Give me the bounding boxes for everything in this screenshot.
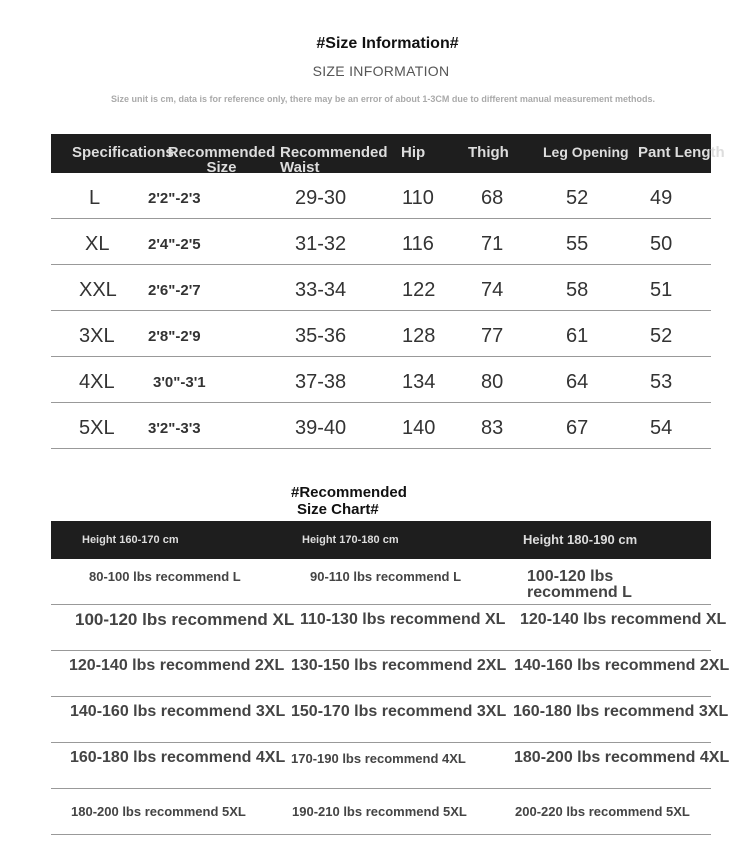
cell-pant-length: 54 <box>650 417 673 439</box>
measurement-note: Size unit is cm, data is for reference only, there may be an error of about 1-3CM due to different manual measurement methods. <box>111 94 655 104</box>
cell-rec-170: 110-130 lbs recommend XL <box>300 611 506 628</box>
table-row <box>51 697 729 743</box>
cell-waist: 37-38 <box>295 371 347 393</box>
col-leg-opening: Leg Opening <box>543 144 629 160</box>
cell-height: 2'2"-2'3 <box>148 190 201 207</box>
cell-rec-180: 140-160 lbs recommend 2XL <box>514 657 730 674</box>
col-recommended-size: Recommended Size <box>167 144 276 176</box>
cell-hip: 140 <box>402 417 436 439</box>
size-table <box>51 134 725 449</box>
cell-size: 4XL <box>79 371 115 393</box>
cell-rec-170: 90-110 lbs recommend L <box>310 569 462 584</box>
col-height-160-170: Height 160-170 cm <box>82 534 179 546</box>
cell-rec-160: 100-120 lbs recommend XL <box>75 610 295 629</box>
cell-pant-length: 50 <box>650 233 673 255</box>
cell-rec-180: 180-200 lbs recommend 4XL <box>514 749 730 766</box>
table-row <box>51 403 711 449</box>
table-row <box>51 265 711 311</box>
cell-rec-180: 100-120 lbs recommend L <box>527 568 632 601</box>
cell-waist: 29-30 <box>295 187 347 209</box>
cell-height: 2'6"-2'7 <box>148 282 201 299</box>
cell-size: 5XL <box>79 417 115 439</box>
cell-leg-opening: 67 <box>566 417 589 439</box>
cell-pant-length: 52 <box>650 325 673 347</box>
cell-height: 2'8"-2'9 <box>148 328 201 345</box>
table-row <box>51 311 711 357</box>
cell-size: XXL <box>79 279 117 301</box>
cell-hip: 116 <box>402 233 434 255</box>
cell-rec-170: 150-170 lbs recommend 3XL <box>291 703 507 720</box>
cell-height: 3'0"-3'1 <box>153 374 206 391</box>
cell-waist: 35-36 <box>295 325 347 347</box>
recommended-title <box>291 484 407 518</box>
cell-rec-170: 130-150 lbs recommend 2XL <box>291 657 507 674</box>
cell-thigh: 83 <box>481 417 504 439</box>
cell-waist: 33-34 <box>295 279 347 301</box>
cell-waist: 31-32 <box>295 233 347 255</box>
table-row <box>51 173 711 219</box>
cell-rec-160: 120-140 lbs recommend 2XL <box>69 657 285 674</box>
cell-waist: 39-40 <box>295 417 347 439</box>
col-height-180-190: Height 180-190 cm <box>523 532 638 547</box>
cell-thigh: 80 <box>481 371 504 393</box>
table-row <box>51 219 711 265</box>
cell-thigh: 77 <box>481 325 504 347</box>
cell-rec-170: 190-210 lbs recommend 5XL <box>292 804 467 819</box>
page-title: #Size Information# <box>316 35 459 52</box>
cell-height: 3'2"-3'3 <box>148 420 201 437</box>
col-height-170-180: Height 170-180 cm <box>302 534 399 546</box>
cell-rec-160: 180-200 lbs recommend 5XL <box>71 804 246 819</box>
size-table-header <box>51 134 725 176</box>
table-row <box>51 651 730 697</box>
cell-thigh: 74 <box>481 279 504 301</box>
col-specifications: Specifications <box>72 144 174 161</box>
recommended-title-line1: #Recommended <box>291 484 407 501</box>
cell-rec-180: 160-180 lbs recommend 3XL <box>513 703 729 720</box>
table-row <box>51 357 711 403</box>
cell-size: 3XL <box>79 325 115 347</box>
cell-rec-180: 120-140 lbs recommend XL <box>520 611 727 628</box>
cell-hip: 110 <box>402 187 434 209</box>
recommended-table <box>51 521 730 835</box>
cell-leg-opening: 55 <box>566 233 589 255</box>
cell-size: L <box>89 187 101 209</box>
cell-leg-opening: 58 <box>566 279 589 301</box>
table-row <box>51 789 711 835</box>
cell-rec-160: 140-160 lbs recommend 3XL <box>70 703 286 720</box>
recommended-title-line2: Size Chart# <box>297 501 379 518</box>
col-pant-length: Pant Length <box>638 144 725 161</box>
cell-pant-length: 53 <box>650 371 673 393</box>
cell-rec-160: 80-100 lbs recommend L <box>89 569 241 584</box>
col-hip: Hip <box>401 144 426 161</box>
table-row <box>51 743 730 789</box>
col-recommended-waist: Recommended Waist <box>280 144 388 176</box>
col-thigh: Thigh <box>468 144 509 161</box>
page-subtitle: SIZE INFORMATION <box>312 63 450 79</box>
table-row <box>51 559 711 605</box>
cell-leg-opening: 61 <box>566 325 589 347</box>
cell-thigh: 71 <box>481 233 504 255</box>
table-row <box>51 605 727 651</box>
cell-rec-160: 160-180 lbs recommend 4XL <box>70 749 286 766</box>
cell-hip: 134 <box>402 371 436 393</box>
cell-rec-180: 200-220 lbs recommend 5XL <box>515 804 690 819</box>
cell-leg-opening: 64 <box>566 371 589 393</box>
cell-thigh: 68 <box>481 187 504 209</box>
cell-leg-opening: 52 <box>566 187 589 209</box>
cell-pant-length: 51 <box>650 279 673 301</box>
cell-size: XL <box>85 233 110 255</box>
cell-hip: 128 <box>402 325 436 347</box>
recommended-table-header <box>51 521 711 559</box>
cell-hip: 122 <box>402 279 436 301</box>
cell-height: 2'4"-2'5 <box>148 236 201 253</box>
cell-rec-170: 170-190 lbs recommend 4XL <box>291 751 466 766</box>
cell-pant-length: 49 <box>650 187 673 209</box>
